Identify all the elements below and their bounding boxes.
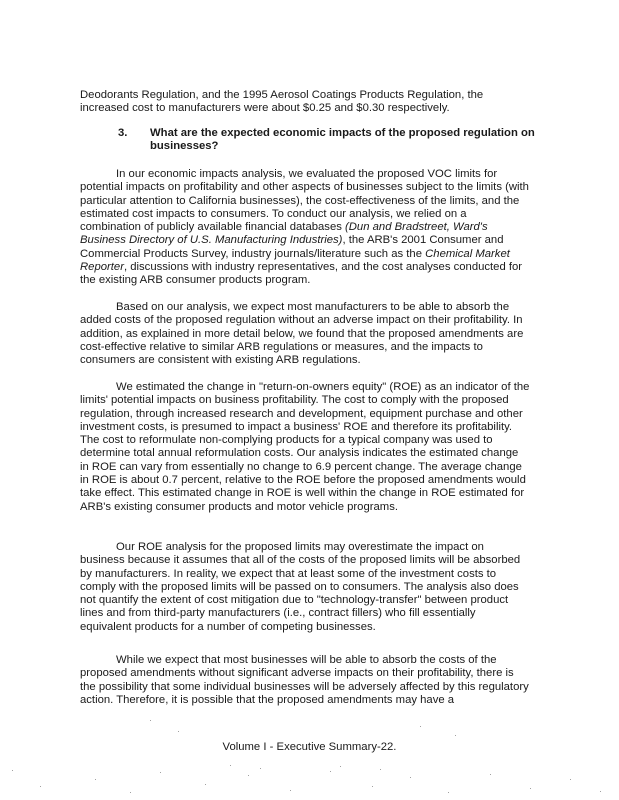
paragraph-2-italic-journal: Chemical Market Reporter bbox=[80, 247, 510, 274]
page-footer: Volume I - Executive Summary-22. bbox=[222, 741, 397, 753]
paragraph-2-italic-databases: (Dun and Bradstreet, Ward's Business Directory of U.S. Manufacturing Industries) bbox=[80, 221, 488, 247]
paragraph-2-part-1: In our economic impacts analysis, we evaluated the proposed VOC limits for potential impacts on profitability and other aspects of businesses subject to the limits (with particular attention to California businesses), the cost-effectiveness of the limits, and the estimated cost impacts to consumers. To conduct our analysis, we relied on a combination of publicly available financial databases bbox=[80, 168, 529, 234]
question-heading: What are the expected economic impacts of the proposed regulation on businesses? bbox=[150, 127, 535, 153]
paragraph-roe-estimate: We estimated the change in "return-on-owners equity" (ROE) as an indicator of the limits' potential impacts on business profitability. The cost to comply with the proposed regulation, through increased research and development, equipment purchase and other investment costs, is presumed to impact a business' ROE and therefore its profitability. The cost to reformulate non-complying products for a typical company was used to determine total annual reformulation costs. Our analysis indicates the estimated change in ROE can vary from essentially no change to 6.9 percent change. The average change in ROE is about 0.7 percent, relative to the ROE before the proposed amendments would take effect. This estimated change in ROE is well within the change in ROE estimated for ARB's existing consumer products and motor vehicle programs. bbox=[80, 381, 530, 513]
question-number: 3. bbox=[118, 127, 128, 139]
paragraph-roe-overestimate: Our ROE analysis for the proposed limits may overestimate the impact on business because it assumes that all of the costs of the proposed limits will be absorbed by manufacturers. In reality, we expect that at least some of the investment costs to comply with the proposed limits will be passed on to consumers. The analysis also does not quantify the extent of cost mitigation due to "technology-transfer" between product lines and from third-party manufacturers (i.e., contract fillers) who fill essentially equivalent products for a number of competing businesses. bbox=[80, 541, 521, 633]
paragraph-adverse-impacts: While we expect that most businesses will be able to absorb the costs of the proposed amendments without significant adverse impacts on their profitability, there is the possibility that some individual businesses will be adversely affected by this regulatory action. Therefore, it is possible that the proposed amendments may have a bbox=[80, 654, 529, 706]
paragraph-2-part-3: , discussions with industry representatives, and the cost analyses conducted for the existing ARB consumer products program. bbox=[80, 261, 523, 287]
paragraph-continuation: Deodorants Regulation, and the 1995 Aerosol Coatings Products Regulation, the increased cost to manufacturers were about $0.25 and $0.30 respectively. bbox=[80, 89, 484, 115]
paragraph-profitability: Based on our analysis, we expect most manufacturers to be able to absorb the added costs of the proposed regulation without an adverse impact on their profitability. In addition, as explained in more detail below, we found that the proposed amendments are cost-effective relative to similar ARB regulations or measures, and the impacts to consumers are consistent with existing ARB regulations. bbox=[80, 301, 524, 367]
paragraph-2-part-2: , the ARB's 2001 Consumer and Commercial Products Survey, industry journals/literature such as the bbox=[80, 234, 504, 260]
